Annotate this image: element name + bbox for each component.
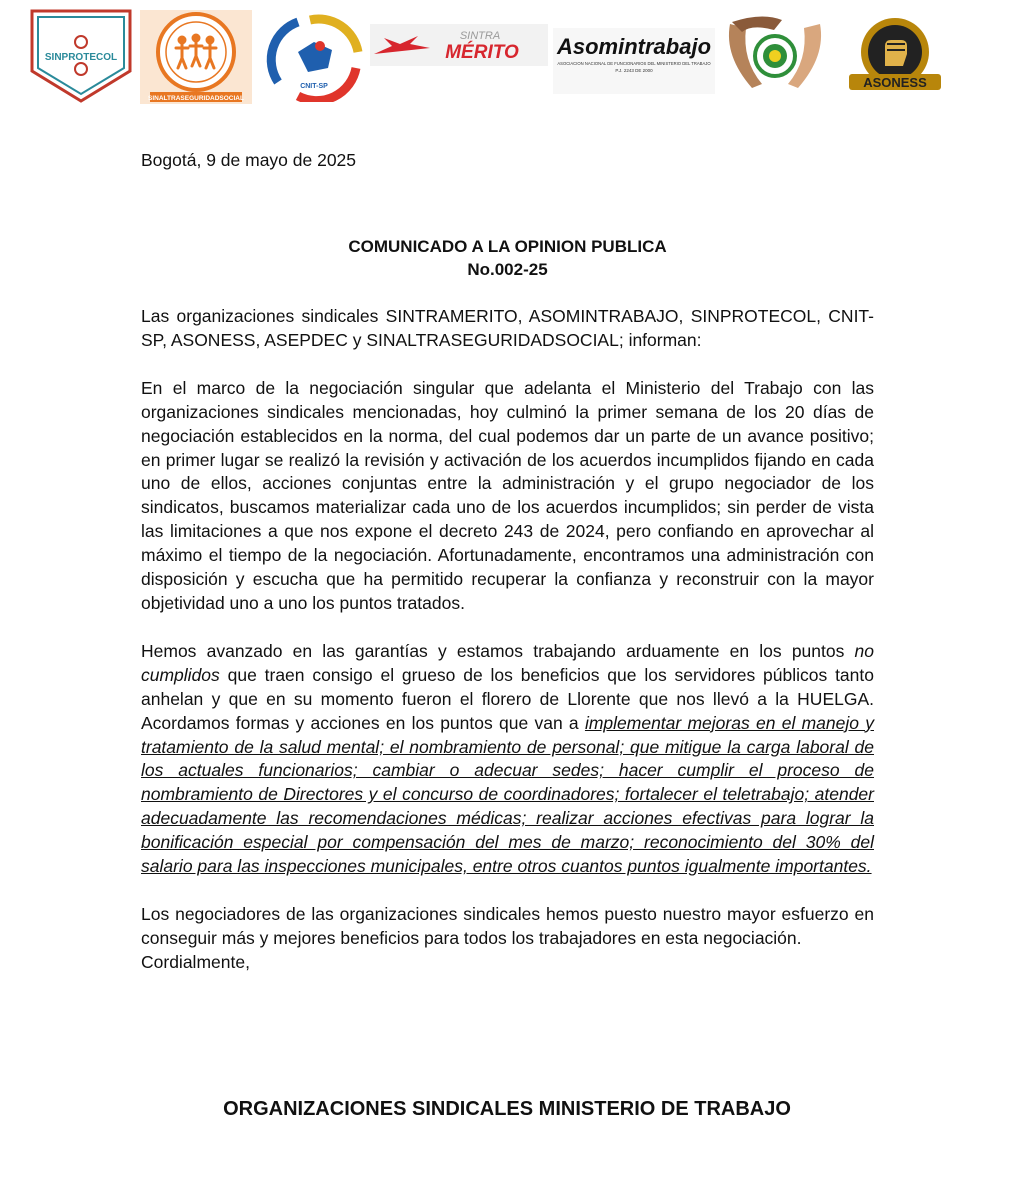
paragraph-progress-part1: Hemos avanzado en las garantías y estamos trabajando arduamente en los puntos [141,640,855,661]
paragraph-progress [141,640,874,879]
communique-number: No.002-25 [467,260,548,279]
asoness-logo-text: ASONESS [863,75,927,90]
cnit-logo-text: CNIT-SP [300,83,328,90]
asomintrabajo-sub2: P.J. 2243 DE 2000 [615,68,653,73]
communique-heading [141,235,874,281]
cnit-sp-logo [258,12,370,102]
logo-header [0,0,1014,120]
paragraph-negotiators: Los negociadores de las organizaciones sindicales hemos puesto nuestro mayor esfuerzo en conseguir más y mejores beneficios para todos los trabajadores en esta negociación. [141,903,874,948]
asoness-logo [843,14,947,94]
asomintrabajo-sub1: ASOCIACION NACIONAL DE FUNCIONARIOS DEL MINISTERIO DEL TRABAJO [557,61,711,66]
sinprotecol-logo [30,9,132,103]
paragraph-negotiation: En el marco de la negociación singular que adelanta el Ministerio del Trabajo con las organizaciones sindicales mencionadas, hoy culminó la primer semana de los 20 días de negociación establecidos en la norma, del cual podemos dar un parte de un avance positivo; en primer lugar se realizó la revisión y activación de los acuerdos incumplidos fijando en cada uno de ellos, acciones conjuntas entre la administración y el grupo negociador de los sindicatos, buscamos materializar cada uno de los acuerdos incumplidos; sin perder de vista las limitaciones a que nos expone el decreto 243 de 2024, pero confiando en aprovechar al máximo el tiempo de la negociación. Afortunadamente, encontramos una administración con disposición y escucha que ha permitido recuperar la confianza y reconstruir con la mayor objetividad uno a uno los puntos tratados. [141,377,874,613]
paragraph-progress-agreements: implementar mejoras en el manejo y tratamiento de la salud mental; el nombramiento de personal; que mitigue la carga laboral de los actuales funcionarios; cambiar o adecuar sedes; hacer cumplir el proceso de nombramiento de Directores y el concurso de coordinadores; fortalecer el teletrabajo; atender adecuadamente las recomendaciones médicas; realizar acciones efectivas para lograr la bonificación especial por compensación del mes de marzo; reconocimiento del 30% del salario para las inspecciones municipales, entre otros cuantos puntos igualmente importantes. [141,712,874,877]
communique-title: COMUNICADO A LA OPINION PUBLICA [348,237,667,256]
closing: Cordialmente, [141,951,250,972]
sinaltraseguridadsocial-logo [140,10,252,104]
signature: ORGANIZACIONES SINDICALES MINISTERIO DE TRABAJO [223,1098,791,1120]
sintramerito-logo [370,24,548,66]
sintramerito-top-text: SINTRA [459,30,501,42]
letter-date: Bogotá, 9 de mayo de 2025 [141,150,357,170]
sinaltra-logo-text: SINALTRASEGURIDADSOCIAL [148,95,244,102]
asepdec-logo [722,14,828,98]
paragraph-progress-emphasis: no cumplidos [141,640,874,685]
paragraph-progress-part2: que traen consigo el grueso de los beneficios que los servidores públicos tanto anhelan y que en su momento fueron el florero de Llorente que nos llevó a la HUELGA. Acordamos formas y acciones en los puntos que van a [141,664,874,733]
intro-paragraph: Las organizaciones sindicales SINTRAMERITO, ASOMINTRABAJO, SINPROTECOL, CNIT-SP, ASONESS, ASEPDEC y SINALTRASEGURIDADSOCIAL; informan: [141,306,874,350]
letter-body [141,150,874,975]
asomintrabajo-logo [553,28,715,94]
asomintrabajo-logo-text: Asomintrabajo [556,34,712,59]
sinprotecol-logo-text: SINPROTECOL [44,52,118,63]
sintramerito-logo-text: MÉRITO [445,42,519,63]
